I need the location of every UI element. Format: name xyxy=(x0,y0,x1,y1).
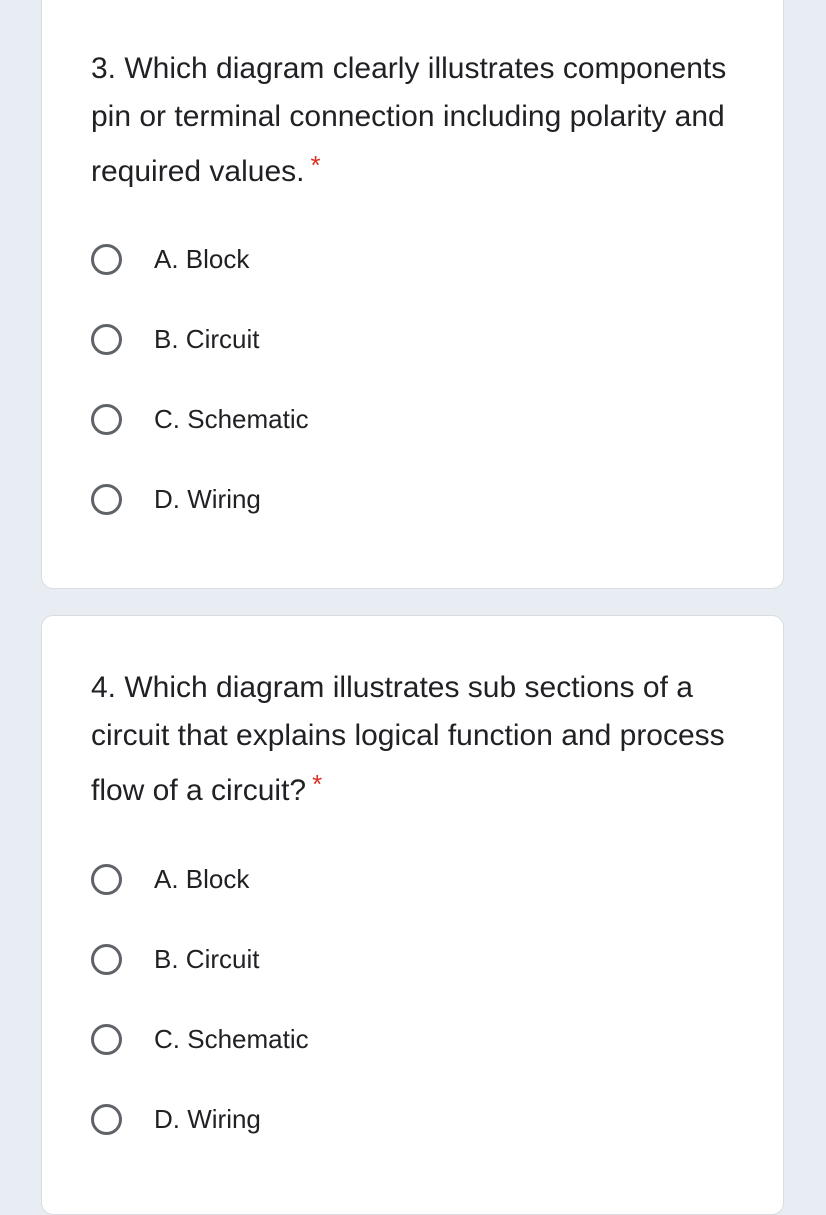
option-label: A. Block xyxy=(154,863,250,894)
radio-option-circuit[interactable] xyxy=(91,319,259,359)
option-label: D. Wiring xyxy=(154,1103,261,1134)
radio-option-block[interactable] xyxy=(91,859,249,899)
option-label: A. Block xyxy=(154,243,250,274)
option-label: B. Circuit xyxy=(154,323,260,354)
radio-option-schematic[interactable] xyxy=(91,399,309,439)
radio-option-wiring[interactable] xyxy=(91,479,261,519)
option-label: D. Wiring xyxy=(154,483,261,514)
radio-option-circuit[interactable] xyxy=(91,939,259,979)
radio-button[interactable] xyxy=(91,324,122,355)
required-asterisk: * xyxy=(310,150,321,180)
radio-button[interactable] xyxy=(91,244,122,275)
radio-button[interactable] xyxy=(91,404,122,435)
option-label: C. Schematic xyxy=(154,403,309,434)
option-label: C. Schematic xyxy=(154,1023,309,1054)
radio-option-schematic[interactable] xyxy=(91,1019,309,1059)
radio-option-wiring[interactable] xyxy=(91,1099,261,1139)
radio-button[interactable] xyxy=(91,1104,122,1135)
question-title xyxy=(91,664,751,815)
radio-option-block[interactable] xyxy=(91,239,249,279)
radio-button[interactable] xyxy=(91,864,122,895)
radio-button[interactable] xyxy=(91,944,122,975)
question-text: 3. Which diagram clearly illustrates components pin or terminal connection including polarity and required values. xyxy=(91,52,727,188)
radio-button[interactable] xyxy=(91,484,122,515)
question-card-3 xyxy=(41,0,784,589)
question-title xyxy=(91,45,751,196)
option-label: B. Circuit xyxy=(154,943,260,974)
question-text: 4. Which diagram illustrates sub sections of a circuit that explains logical function and process flow of a circuit? xyxy=(91,671,725,807)
required-asterisk: * xyxy=(312,769,323,799)
question-card-4 xyxy=(41,615,784,1215)
radio-button[interactable] xyxy=(91,1024,122,1055)
